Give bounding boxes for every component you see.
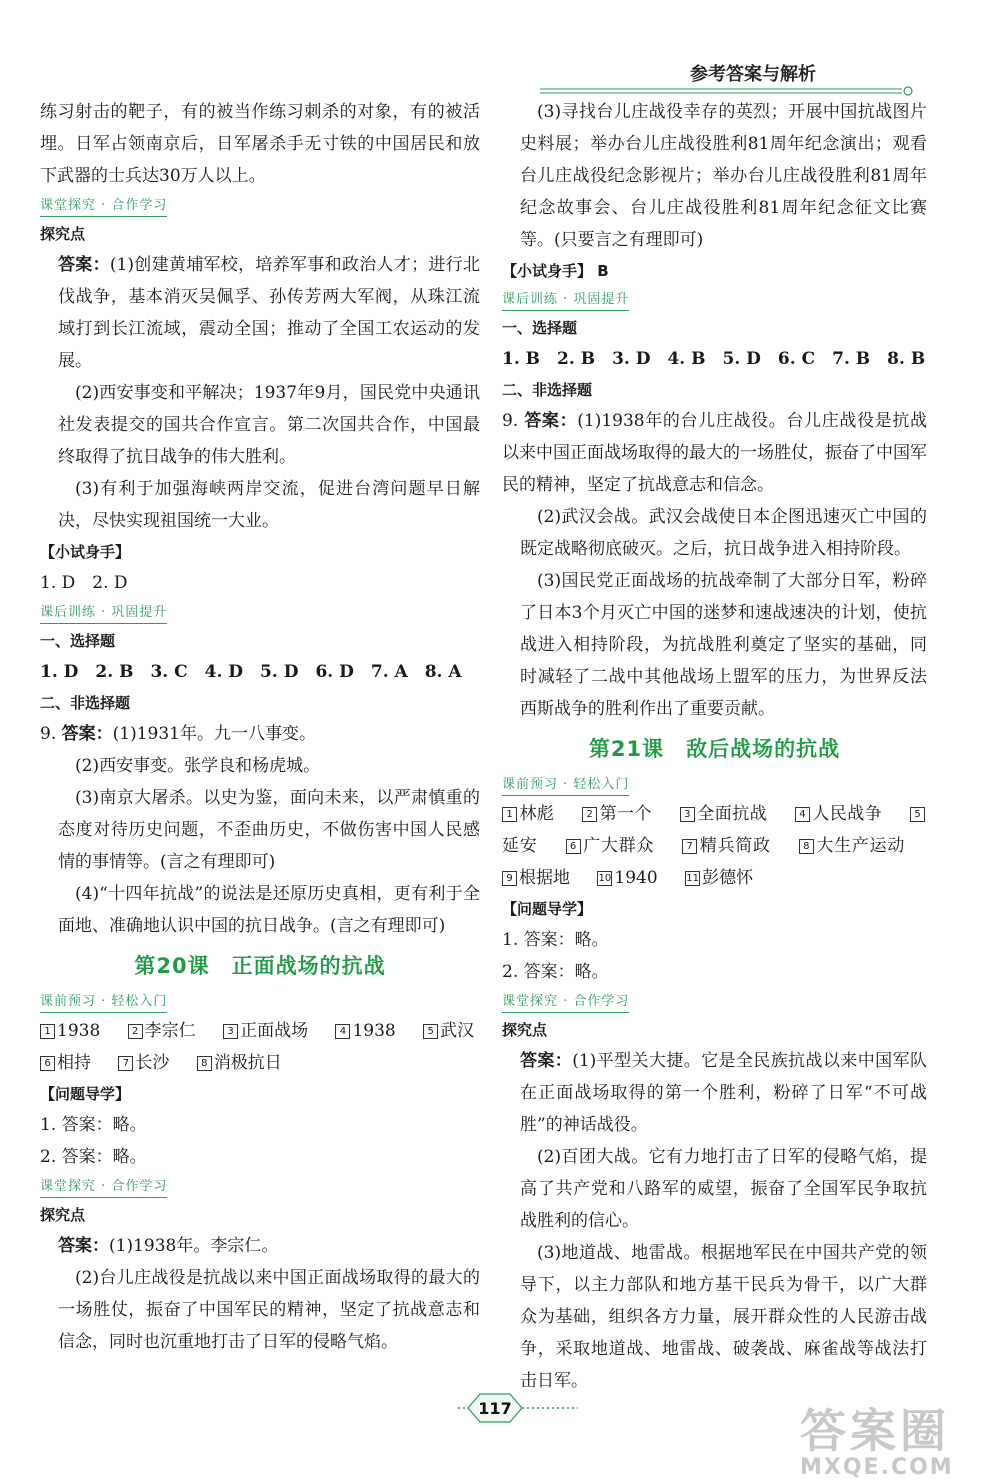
preview-item: 11 彭德怀 (686, 868, 754, 888)
section-tag: 课后训练 · 巩固提升 (40, 601, 167, 624)
explore-heading: 探究点 (40, 225, 86, 243)
lesson-title: 第20课 正面战场的抗战 (134, 954, 386, 978)
preview-item: 5 武汉 (423, 1021, 474, 1041)
q9-part: (2)武汉会战。武汉会战使日本企图迅速灭亡中国的既定战略彻底破灭。之后，抗日战争进入相持阶段。 (520, 507, 927, 559)
preview-item: 3 全面抗战 (680, 804, 767, 824)
guide-answer: 1. 答案：略。 (502, 930, 609, 950)
preview-item: 4 1938 (335, 1021, 395, 1041)
preview-item: 2 第一个 (582, 804, 652, 824)
q9-part: (3)南京大屠杀。以史为鉴，面向未来，以严肃慎重的态度对待历史问题，不歪曲历史，不做伤害中国人民感情的事情等。(言之有理即可) (58, 788, 480, 872)
explore-heading: 探究点 (502, 1021, 548, 1039)
lesson-title: 第21课 敌后战场的抗战 (588, 737, 841, 761)
preview-item: 3 正面战场 (223, 1021, 308, 1041)
choice-answers: 1. B 2. B 3. D 4. B 5. D 6. C 7. B 8. B (502, 349, 926, 369)
answer-paragraph: 答案：(1)平型关大捷。它是全民族抗战以来中国军队在正面战场取得的第一个胜利，粉碎了日军“不可战胜”的神话战役。 (520, 1051, 927, 1135)
answer-paragraph: (3)有利于加强海峡两岸交流，促进台湾问题早日解决，尽快实现祖国统一大业。 (58, 479, 480, 531)
preview-item: 6 广大群众 (566, 836, 655, 856)
preview-item: 10 1940 (598, 868, 658, 888)
preview-item: 8 大生产运动 (799, 836, 905, 856)
preview-item: 6 相持 (40, 1053, 91, 1073)
trial-heading: 【小试身手】 B (502, 262, 609, 280)
trial-answers: 1. D 2. D (40, 573, 128, 593)
preview-item: 8 消极抗日 (197, 1053, 282, 1073)
q9-answer: 9. 答案：(1)1938年的台儿庄战役。台儿庄战役是抗战以来中国正面战场取得的最大的一场胜仗，振奋了中国军民的精神，坚定了抗战意志和信念。 (502, 411, 928, 495)
trial-heading: 【小试身手】 (40, 543, 131, 561)
guide-answer: 2. 答案：略。 (502, 962, 609, 982)
intro-paragraph: 练习射击的靶子，有的被当作练习刺杀的对象，有的被活埋。日军占领南京后，日军屠杀手无寸铁的中国居民和放下武器的士兵达30万人以上。 (40, 102, 480, 186)
preview-answers (502, 798, 927, 894)
choice-heading: 一、选择题 (502, 319, 578, 337)
answer-paragraph: (2)百团大战。它有力地打击了日军的侵略气焰，提高了共产党和八路军的威望，振奋了全国军民争取抗战胜利的信心。 (520, 1147, 927, 1231)
section-tag: 课堂探究 · 合作学习 (502, 990, 629, 1013)
section-tag: 课前预习 · 轻松入门 (502, 773, 629, 796)
running-header: 参考答案与解析 (690, 64, 816, 85)
watermark-logo: 答案圈 (800, 1404, 950, 1458)
answer-paragraph: 答案：(1)创建黄埔军校，培养军事和政治人才；进行北伐战争，基本消灭吴佩孚、孙传芳两大军阀，从珠江流域打到长江流域，震动全国；推动了全国工农运动的发展。 (58, 255, 480, 371)
answer-paragraph: (3)寻找台儿庄战役幸存的英烈；开展中国抗战图片史料展；举办台儿庄战役胜利81周年纪念演出；观看台儿庄战役纪念影视片；举办台儿庄战役胜利81周年纪念故事会、台儿庄战役胜利81周年纪念征文比赛等。(只要言之有理即可) (520, 102, 927, 250)
page-number-badge (458, 1388, 578, 1428)
guide-heading: 【问题导学】 (502, 900, 593, 918)
right-column (502, 96, 927, 1397)
q9-part: (3)国民党正面战场的抗战牵制了大部分日军，粉碎了日本3个月灭亡中国的迷梦和速战速决的计划，使抗战进入相持阶段，为抗战胜利奠定了坚实的基础，同时减轻了二战中其他战场上盟军的压力，为世界反法西斯战争的胜利作出了重要贡献。 (520, 571, 927, 719)
answer-paragraph: (2)西安事变和平解决；1937年9月，国民党中央通讯社发表提交的国共合作宣言。第二次国共合作，中国最终取得了抗日战争的伟大胜利。 (58, 383, 480, 467)
preview-item: 2 李宗仁 (128, 1021, 196, 1041)
answer-paragraph: (3)地道战、地雷战。根据地军民在中国共产党的领导下，以主力部队和地方基干民兵为骨干，以广大群众为基础，组织各方力量，展开群众性的人民游击战争，采取地道战、地雷战、破袭战、麻雀战等战法打击日军。 (520, 1243, 927, 1391)
watermark-url: MXQE.COM (800, 1455, 954, 1480)
preview-answers (40, 1015, 480, 1079)
preview-item: 7 精兵简政 (682, 836, 771, 856)
q9-part: (4)“十四年抗战”的说法是还原历史真相，更有利于全面地、准确地认识中国的抗日战争。(言之有理即可) (58, 884, 480, 936)
answer-paragraph: 答案：(1)1938年。李宗仁。 (58, 1236, 279, 1256)
q9-answer: 9. 答案：(1)1931年。九一八事变。 (40, 724, 316, 744)
choice-heading: 一、选择题 (40, 632, 116, 650)
preview-item: 4 人民战争 (795, 804, 882, 824)
section-tag: 课后训练 · 巩固提升 (502, 288, 629, 311)
section-tag: 课前预习 · 轻松入门 (40, 990, 167, 1013)
guide-answer: 1. 答案：略。 (40, 1115, 147, 1135)
answer-paragraph: (2)台儿庄战役是抗战以来中国正面战场取得的最大的一场胜仗，振奋了中国军民的精神，坚定了抗战意志和信念，同时也沉重地打击了日军的侵略气焰。 (58, 1268, 480, 1352)
watermark (800, 1395, 954, 1480)
guide-heading: 【问题导学】 (40, 1085, 131, 1103)
nonchoice-heading: 二、非选择题 (502, 381, 593, 399)
choice-answers: 1. D 2. B 3. C 4. D 5. D 6. D 7. A 8. A (40, 662, 462, 682)
section-tag: 课堂探究 · 合作学习 (40, 1175, 167, 1198)
preview-item: 7 长沙 (118, 1053, 169, 1073)
explore-heading: 探究点 (40, 1206, 86, 1224)
section-tag: 课堂探究 · 合作学习 (40, 194, 167, 217)
page-number: 117 (478, 1399, 512, 1418)
preview-item: 1 林彪 (502, 804, 554, 824)
preview-item: 1 1938 (40, 1021, 100, 1041)
left-column (40, 96, 480, 1358)
guide-answer: 2. 答案：略。 (40, 1147, 147, 1167)
q9-part: (2)西安事变。张学良和杨虎城。 (75, 756, 321, 776)
preview-item: 5延安 (502, 804, 927, 856)
nonchoice-heading: 二、非选择题 (40, 694, 131, 712)
preview-item: 9 根据地 (502, 868, 570, 888)
